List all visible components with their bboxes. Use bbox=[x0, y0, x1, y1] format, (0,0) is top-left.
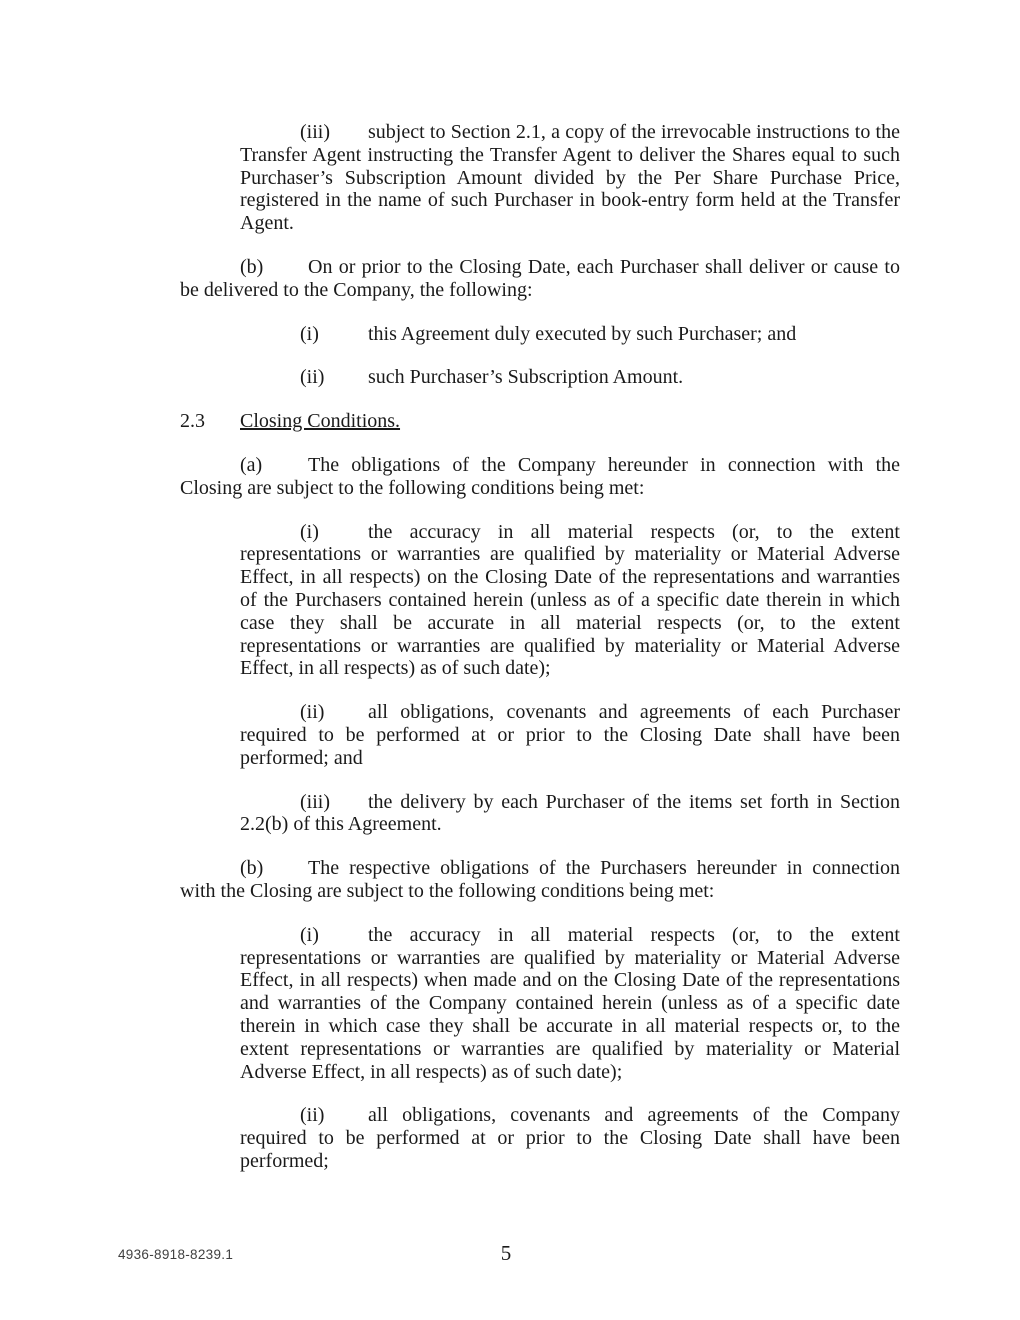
clause-2.2b-i bbox=[240, 323, 900, 346]
clause-2.2b-ii bbox=[240, 366, 900, 389]
footer-page-number: 5 bbox=[500, 1241, 512, 1265]
clause-number: (ii) bbox=[300, 701, 325, 724]
clause-text: The obligations of the Company hereunder in connection with the Closing are subject to the following conditions being met: bbox=[180, 453, 900, 499]
clause-text: On or prior to the Closing Date, each Purchaser shall deliver or cause to be delivered to the Company, the following: bbox=[180, 255, 900, 301]
clause-number: (i) bbox=[300, 520, 319, 543]
clause-number: (iii) bbox=[300, 121, 330, 143]
section-number: 2.3 bbox=[180, 410, 205, 433]
clause-number: (ii) bbox=[300, 366, 325, 389]
clause-text: The respective obligations of the Purchasers hereunder in connection with the Closing are subject to the following conditions being met: bbox=[180, 857, 900, 902]
clause-2.3a-ii bbox=[240, 701, 900, 769]
section-title: Closing Conditions. bbox=[240, 410, 401, 433]
clause-text: subject to Section 2.1, a copy of the irrevocable instructions to the Transfer Agent instructing the Transfer Agent to deliver the Shares equal to such Purchaser’s Subscription Amount divided by the Per Share Purchase Price, registered in the name of such Purchaser in book-entry form held at the Transfer Agent. bbox=[240, 121, 900, 235]
clause-number: (i) bbox=[300, 322, 319, 345]
clause-number: (iii) bbox=[300, 790, 330, 813]
document-body bbox=[180, 121, 900, 1194]
section-heading-2.3 bbox=[180, 410, 900, 433]
clause-text: such Purchaser’s Subscription Amount. bbox=[368, 366, 684, 389]
clause-2.3b bbox=[180, 857, 900, 903]
clause-2.2a-iii bbox=[240, 121, 900, 235]
clause-2.2b bbox=[180, 256, 900, 302]
clause-2.3a-iii bbox=[240, 791, 900, 837]
clause-text: the delivery by each Purchaser of the items set forth in Section 2.2(b) of this Agreement. bbox=[240, 790, 900, 836]
footer-document-id: 4936-8918-8239.1 bbox=[118, 1247, 234, 1262]
clause-number: (b) bbox=[240, 857, 264, 880]
clause-number: (ii) bbox=[300, 1104, 325, 1127]
clause-text: all obligations, covenants and agreements of the Company required to be performed at or prior to the Closing Date shall have been performed; bbox=[240, 1104, 900, 1172]
clause-text: the accuracy in all material respects (or, to the extent representations or warranties are qualified by materiality or Material Adverse Effect, in all respects) on the Closing Date of the representations and warranties of the Purchasers contained herein (unless as of a specific date therein in which case they shall be accurate in all material respects (or, to the extent representations or warranties are qualified by materiality or Material Adverse Effect, in all respects) as of such date); bbox=[240, 520, 900, 680]
clause-2.3a-i bbox=[240, 521, 900, 681]
clause-2.3b-ii bbox=[240, 1104, 900, 1172]
clause-text: all obligations, covenants and agreements of each Purchaser required to be performed at or prior to the Closing Date shall have been performed; and bbox=[240, 701, 900, 769]
clause-number: (b) bbox=[240, 255, 264, 278]
clause-number: (a) bbox=[240, 453, 263, 476]
clause-text: the accuracy in all material respects (or, to the extent representations or warranties are qualified by materiality or Material Adverse Effect, in all respects) when made and on the Closing Date of the representations and warranties of the Company contained herein (unless as of a specific date therein in which case they shall be accurate in all material respects or, to the extent representations or warranties are qualified by materiality or Material Adverse Effect, in all respects) as of such date); bbox=[240, 923, 900, 1083]
clause-text: this Agreement duly executed by such Purchaser; and bbox=[368, 322, 797, 345]
clause-2.3b-i bbox=[240, 924, 900, 1084]
clause-number: (i) bbox=[300, 923, 319, 946]
clause-2.3a bbox=[180, 454, 900, 500]
